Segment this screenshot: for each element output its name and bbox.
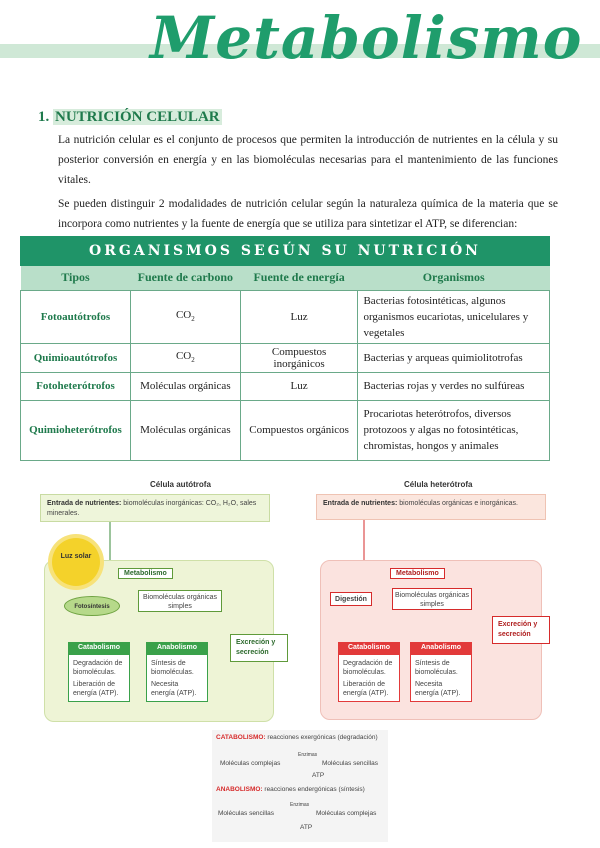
row-carbon: $CO_2$	[130, 343, 240, 372]
row-type: Quimioheterótrofos	[21, 400, 131, 460]
row-organisms: Bacterias fotosintéticas, algunos organismos eucariotas, unicelulares y vegetales	[358, 290, 550, 343]
diagram-right-title: Célula heterótrofa	[404, 480, 473, 489]
row-energy: Luz	[240, 290, 358, 343]
digestion-box: Digestión	[330, 592, 372, 606]
nutrition-table	[20, 236, 550, 461]
anabolism-body-left: Síntesis de biomoléculas. Necesita energía (ATP).	[146, 654, 208, 702]
diagram-left-title: Célula autótrofa	[150, 480, 211, 489]
section-heading	[38, 109, 222, 126]
catabolism-reactant: Moléculas complejas	[220, 760, 281, 767]
table-row	[21, 372, 550, 400]
excretion-box-left: Excreción y secreción	[230, 634, 288, 662]
catabolism-body-right: Degradación de biomoléculas. Liberación de energía (ATP).	[338, 654, 400, 702]
header-tipos: Tipos	[21, 266, 131, 290]
entry-box-right: Entrada de nutrientes: biomoléculas orgánicas e inorgánicas.	[316, 494, 546, 520]
header-carbono: Fuente de carbono	[130, 266, 240, 290]
catabolism-product: Moléculas sencillas	[322, 760, 378, 767]
anabolism-body-right: Síntesis de biomoléculas. Necesita energía (ATP).	[410, 654, 472, 702]
anabolism-atp: ATP	[300, 824, 313, 831]
section-title: NUTRICIÓN CELULAR	[55, 109, 220, 125]
anabolism-header-left: Anabolismo	[146, 642, 208, 654]
metabolism-tag-left: Metabolismo	[118, 568, 173, 579]
table-row	[21, 290, 550, 343]
excretion-box-right: Excreción y secreción	[492, 616, 550, 644]
table-header-row	[21, 266, 550, 290]
header-organismos: Organismos	[358, 266, 550, 290]
catabolism-body-left: Degradación de biomoléculas. Liberación de energía (ATP).	[68, 654, 130, 702]
header-energia: Fuente de energía	[240, 266, 358, 290]
biomolecules-box-left: Biomoléculas orgánicas simples	[138, 590, 222, 612]
row-type: Fotoautótrofos	[21, 290, 131, 343]
page-title: Metabolismo	[150, 4, 583, 72]
row-energy: Luz	[240, 372, 358, 400]
row-organisms: Bacterias rojas y verdes no sulfúreas	[358, 372, 550, 400]
table-title: ORGANISMOS SEGÚN SU NUTRICIÓN	[20, 236, 550, 266]
anabolism-reaction-heading: ANABOLISMO: reacciones endergónicas (síntesis)	[216, 786, 365, 793]
row-energy: Compuestos orgánicos	[240, 400, 358, 460]
section-number: 1.	[38, 109, 50, 125]
paragraph-modalities: Se pueden distinguir 2 modalidades de nutrición celular según la naturaleza química de la materia que se incorpora como nutrientes y la fuente de energía que se utiliza para sintetizar el ATP, se diferencian:	[58, 198, 558, 230]
anabolism-reactant: Moléculas sencillas	[218, 810, 274, 817]
catabolism-enzymes: Enzimas	[298, 752, 318, 758]
row-carbon: Moléculas orgánicas	[130, 372, 240, 400]
photosynthesis-label: Fotosíntesis	[64, 596, 120, 616]
row-carbon: Moléculas orgánicas	[130, 400, 240, 460]
entry-box-left: Entrada de nutrientes: biomoléculas inorgánicas: CO₂, H₂O, sales minerales.	[40, 494, 270, 522]
anabolism-product: Moléculas complejas	[316, 810, 377, 817]
table-row	[21, 343, 550, 372]
row-energy: Compuestos inorgánicos	[240, 343, 358, 372]
reactions-box	[212, 730, 388, 842]
catabolism-header-left: Catabolismo	[68, 642, 130, 654]
catabolism-reaction-heading: CATABOLISMO: reacciones exergónicas (degradación)	[216, 734, 378, 741]
anabolism-header-right: Anabolismo	[410, 642, 472, 654]
anabolism-enzymes: Enzimas	[290, 802, 310, 808]
catabolism-atp: ATP	[312, 772, 325, 779]
catabolism-header-right: Catabolismo	[338, 642, 400, 654]
sun-icon: Luz solar	[52, 538, 100, 586]
row-type: Quimioautótrofos	[21, 343, 131, 372]
row-organisms: Bacterias y arqueas quimiolitotrofas	[358, 343, 550, 372]
biomolecules-box-right: Biomoléculas orgánicas simples	[392, 588, 472, 610]
metabolism-tag-right: Metabolismo	[390, 568, 445, 579]
row-organisms: Procariotas heterótrofos, diversos protozoos y algas no fotosintéticas, chromistas, hongos y animales	[358, 400, 550, 460]
paragraph-intro: La nutrición celular es el conjunto de procesos que permiten la introducción de nutrientes en la célula y su posterior conversión en energía y en las biomoléculas necesarias para el mantenimiento de las funciones vitales.	[58, 134, 558, 186]
table-row	[21, 400, 550, 460]
row-carbon: $CO_2$	[130, 290, 240, 343]
row-type: Fotoheterótrofos	[21, 372, 131, 400]
nutrition-table-grid	[20, 266, 550, 461]
